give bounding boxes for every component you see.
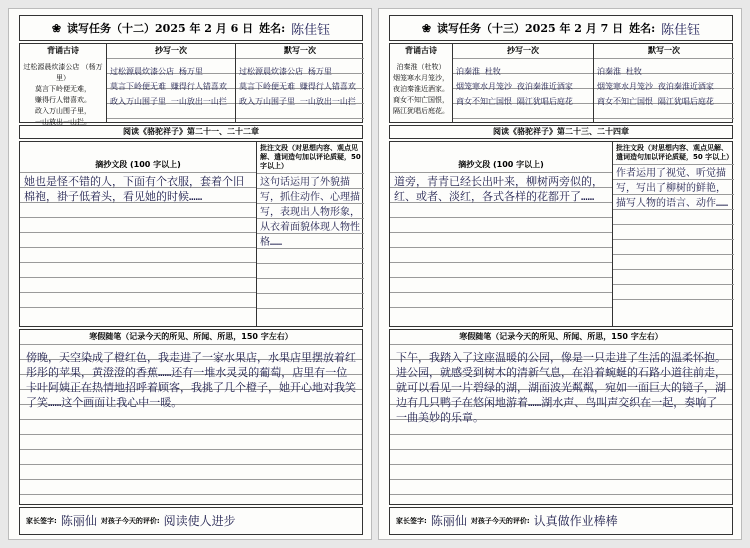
reading-section: [389, 141, 733, 327]
poem-header: 背诵古诗: [47, 46, 79, 55]
student-name: 陈佳钰: [661, 22, 701, 38]
copy-header: 抄写一次: [155, 46, 187, 55]
poem-text: 泊秦淮（杜牧） 烟笼寒水月笼沙， 夜泊秦淮近酒家。 商女不知亡国恨， 隔江犹唱后庭花。: [393, 63, 449, 115]
parent-comment: 认真做作业棒棒: [533, 513, 618, 528]
comment-label: 对孩子今天的评价:: [470, 517, 530, 525]
worksheet-title: 读写任务（十二）2025 年 2 月 6 日: [67, 22, 254, 35]
poem-section: [19, 43, 363, 126]
worksheet-right: [378, 8, 742, 540]
dictation-header: 默写一次: [284, 46, 316, 55]
diary-header: 寒假随笔（记录今天的所见、所闻、所思，150 字左右）: [459, 332, 663, 341]
dictation-header: 默写一次: [648, 46, 680, 55]
dictation-text: 泊秦淮 杜牧 烟笼寒水月笼沙 夜泊秦淮近酒家 商女不知亡国恨 隔江犹唱后庭花: [594, 58, 734, 122]
student-name: 陈佳钰: [291, 22, 331, 38]
parent-name: 陈丽仙: [430, 513, 467, 528]
reading-title-bar: [19, 125, 363, 139]
name-label: 姓名:: [629, 22, 656, 35]
dictation-text: 过松源晨炊漆公店 杨万里 莫言下岭便无难 赚得行人错喜欢 政入万山围子里 一山放出一山拦: [236, 58, 364, 122]
parent-label: 家长签字:: [26, 517, 57, 525]
poem-text: 过松源晨炊漆公店 （杨万里） 莫言下岭便无难， 赚得行人错喜欢。 政入万山围子里， 一山放出一山拦。: [23, 63, 103, 126]
name-label: 姓名:: [259, 22, 286, 35]
note-text: 这句话运用了外貌描写，抓住动作、心理描写，表现出人物形象，从衣着面貌体现人物性格……: [257, 173, 364, 313]
worksheet-left: [8, 8, 372, 540]
diary-text: 下午，我踏入了这座温暖的公园，像是一只走进了生活的温柔怀抱。进公园，就感受到树木的清新气息，在沿着蜿蜒的石路小道往前走，就可以看见一片碧绿的湖，湖面波光粼粼，宛如一面巨大的镜子，湖边有几只鸭子在悠闲地游着……湖水声、鸟叫声交织在一起，奏响了一曲美妙的乐章。: [390, 344, 732, 500]
reading-title-bar: [389, 125, 733, 139]
copy-text: 过松源晨炊漆公店 杨万里 莫言下岭便无难 赚得行人错喜欢 政入万山围子里 一山放出一山拦: [107, 58, 235, 122]
reading-title: 阅读《骆驼祥子》第二十一、二十二章: [123, 127, 259, 136]
star-icon: ❀: [51, 21, 62, 35]
worksheet-header: [19, 15, 363, 41]
copy-header: 抄写一次: [507, 46, 539, 55]
worksheet-header: [389, 15, 733, 41]
parent-signature-row: [19, 507, 363, 535]
note-header: 批注文段（对思想内容、观点见解、遣词造句加以评论质疑，50 字以上）: [616, 144, 734, 161]
excerpt-header: 摘抄文段 (100 字以上): [458, 160, 544, 169]
parent-name: 陈丽仙: [60, 513, 97, 528]
poem-header: 背诵古诗: [405, 46, 437, 55]
parent-signature-row: [389, 507, 733, 535]
poem-section: [389, 43, 733, 123]
diary-section: [389, 329, 733, 505]
excerpt-header: 摘抄文段 (100 字以上): [95, 160, 181, 169]
diary-text: 傍晚，天空染成了橙红色，我走进了一家水果店，水果店里摆放着红彤彤的苹果，黄澄澄的香蕉……还有一堆水灵灵的葡萄，店里有一位卡叶阿姨正在热情地招呼着顾客，我挑了几个橙子，她开心地对我笑了笑……这个画面让我心中一暖。: [20, 344, 362, 500]
reading-title: 阅读《骆驼祥子》第二十三、二十四章: [493, 127, 629, 136]
reading-section: [19, 141, 363, 327]
diary-section: [19, 329, 363, 505]
excerpt-text: 她也是怪不错的人，下面有个衣服，套着个旧棉袍，褂子低着头，看见她的时候……: [20, 172, 256, 312]
diary-header: 寒假随笔（记录今天的所见、所闻、所思，150 字左右）: [89, 332, 293, 341]
parent-label: 家长签字:: [396, 517, 427, 525]
worksheet-title: 读写任务（十三）2025 年 2 月 7 日: [437, 22, 624, 35]
parent-comment: 阅读使人进步: [163, 513, 236, 528]
star-icon: ❀: [421, 21, 432, 35]
comment-label: 对孩子今天的评价:: [100, 517, 160, 525]
note-text: 作者运用了视觉、听觉描写，写出了柳树的鲜艳，描写人物的语言、动作……: [613, 164, 734, 304]
note-header: 批注文段（对思想内容、观点见解、遣词造句加以评论质疑，50 字以上）: [260, 144, 361, 170]
copy-text: 泊秦淮 杜牧 烟笼寒水月笼沙 夜泊秦淮近酒家 商女不知亡国恨 隔江犹唱后庭花: [453, 58, 593, 122]
excerpt-text: 道旁，青青已经长出叶来，柳树两旁似的，红、或者、淡红，各式各样的花都开了……: [390, 172, 612, 312]
